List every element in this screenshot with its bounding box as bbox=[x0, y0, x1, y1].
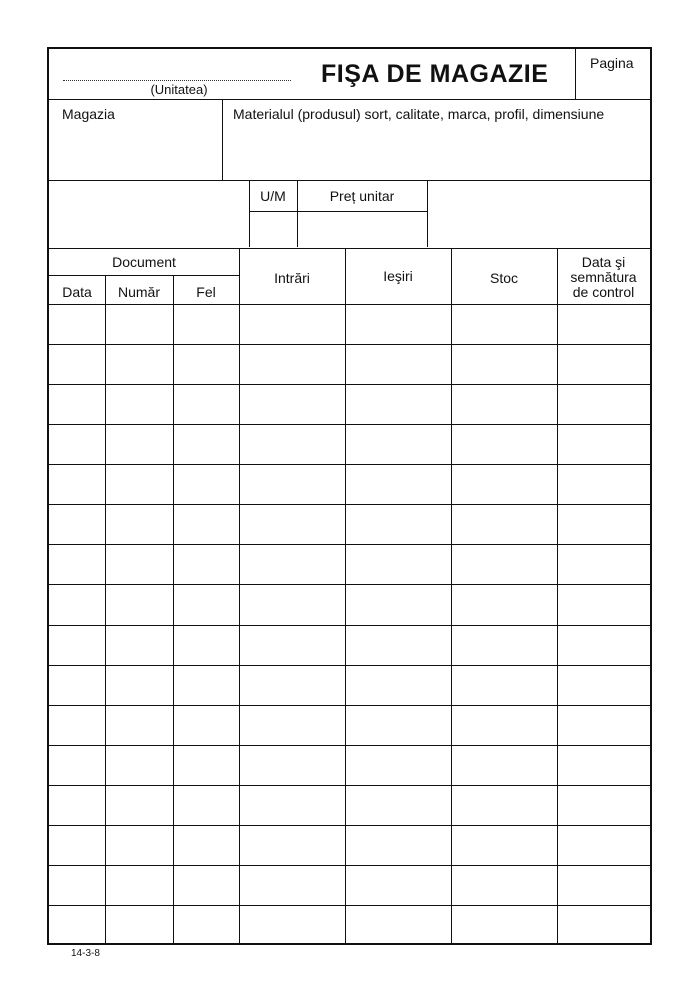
table-row-divider bbox=[49, 384, 650, 385]
col-number-header: Număr bbox=[117, 284, 160, 300]
table-row-divider bbox=[49, 705, 650, 706]
col-rule-entries bbox=[345, 248, 346, 945]
col-rule-exits bbox=[451, 248, 452, 945]
col-entries-header: Intrări bbox=[274, 270, 310, 286]
table-row-divider bbox=[49, 504, 650, 505]
unit-dotted-line bbox=[63, 80, 291, 81]
col-rule-type bbox=[239, 248, 240, 945]
material-label: Materialul (produsul) sort, calitate, marca, profil, dimensiune bbox=[233, 106, 605, 122]
um-label: U/M bbox=[260, 188, 286, 204]
page-label: Pagina bbox=[590, 55, 634, 71]
table-row-divider bbox=[49, 745, 650, 746]
col-control-header-line1: Data şi bbox=[581, 254, 626, 270]
header-divider bbox=[575, 49, 576, 99]
stock-card-form bbox=[47, 47, 652, 945]
table-row-divider bbox=[49, 544, 650, 545]
table-row-divider bbox=[49, 865, 650, 866]
col-rule-number bbox=[173, 275, 174, 945]
table-row-divider bbox=[49, 905, 650, 906]
warehouse-divider bbox=[222, 99, 223, 180]
table-row-divider bbox=[49, 464, 650, 465]
form-title: FIŞA DE MAGAZIE bbox=[321, 60, 549, 88]
table-row-divider bbox=[49, 625, 650, 626]
unit-caption: (Unitatea) bbox=[150, 82, 208, 97]
col-stock-header: Stoc bbox=[489, 270, 518, 286]
col-rule-date bbox=[105, 275, 106, 945]
warehouse-label: Magazia bbox=[62, 106, 115, 122]
um-header-rule bbox=[249, 211, 427, 212]
table-row-divider bbox=[49, 825, 650, 826]
table-row-divider bbox=[49, 584, 650, 585]
table-top-rule bbox=[49, 248, 650, 249]
material-bottom-rule bbox=[49, 180, 650, 181]
document-group-header: Document bbox=[112, 254, 176, 270]
unit-price-label: Preț unitar bbox=[329, 188, 395, 204]
table-row-divider bbox=[49, 785, 650, 786]
col-control-header-line2: semnătura bbox=[570, 269, 637, 285]
table-row-divider bbox=[49, 665, 650, 666]
price-right-rule bbox=[427, 180, 428, 247]
col-type-header: Fel bbox=[196, 284, 216, 300]
table-row-divider bbox=[49, 344, 650, 345]
col-control-header-line3: de control bbox=[572, 284, 635, 300]
col-exits-header: Ieşiri bbox=[383, 268, 413, 284]
col-rule-stock bbox=[557, 248, 558, 945]
form-code: 14-3-8 bbox=[71, 948, 100, 959]
document-subheader-rule bbox=[49, 275, 239, 276]
table-row-divider bbox=[49, 424, 650, 425]
col-date-header: Data bbox=[62, 284, 92, 300]
table-header-bottom-rule bbox=[49, 304, 650, 305]
header-bottom-rule bbox=[49, 99, 650, 100]
